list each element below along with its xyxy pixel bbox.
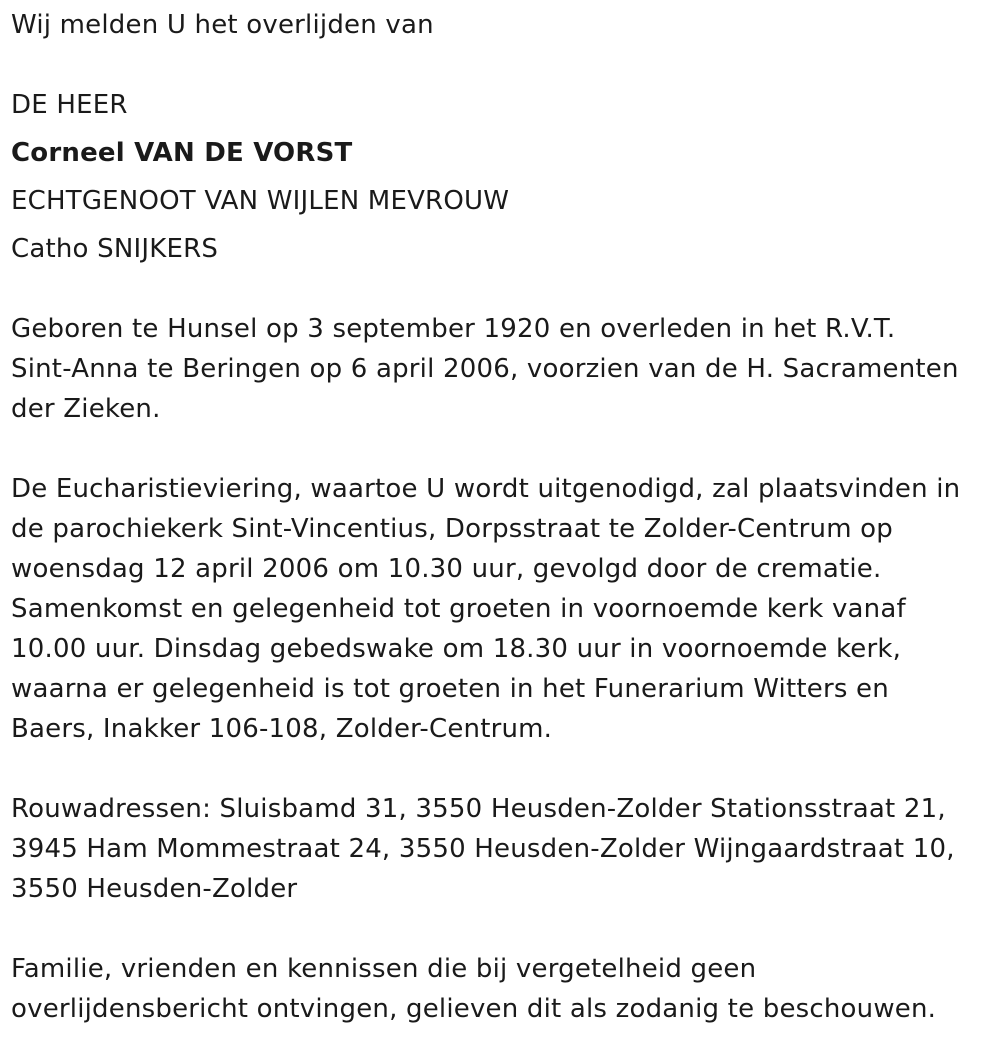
intro-text: Wij melden U het overlijden van (11, 10, 434, 40)
paragraph-line: 3945 Ham Mommestraat 24, 3550 Heusden-Zolder Wijngaardstraat 10, (11, 834, 955, 864)
paragraph-line: overlijdensbericht ontvingen, gelieven dit als zodanig te beschouwen. (11, 994, 937, 1024)
spouse-name: Catho SNIJKERS (11, 234, 219, 264)
paragraph-line: Baers, Inakker 106-108, Zolder-Centrum. (11, 714, 553, 744)
honorific-title: DE HEER (11, 90, 128, 120)
paragraph-line: 10.00 uur. Dinsdag gebedswake om 18.30 uur in voornoemde kerk, (11, 634, 902, 664)
paragraph-line: Rouwadressen: Sluisbamd 31, 3550 Heusden-Zolder Stationsstraat 21, (11, 794, 946, 824)
paragraph-line: De Eucharistieviering, waartoe U wordt uitgenodigd, zal plaatsvinden in (11, 474, 961, 504)
paragraph-line: der Zieken. (11, 394, 161, 424)
paragraph-line: Samenkomst en gelegenheid tot groeten in voornoemde kerk vanaf (11, 594, 906, 624)
spouse-label: ECHTGENOOT VAN WIJLEN MEVROUW (11, 186, 510, 216)
paragraph-line: Sint-Anna te Beringen op 6 april 2006, voorzien van de H. Sacramenten (11, 354, 959, 384)
paragraph-line: waarna er gelegenheid is tot groeten in het Funerarium Witters en (11, 674, 889, 704)
paragraph-line: 3550 Heusden-Zolder (11, 874, 298, 904)
paragraph-line: Familie, vrienden en kennissen die bij vergetelheid geen (11, 954, 757, 984)
deceased-name: Corneel VAN DE VORST (11, 138, 353, 168)
paragraph-line: de parochiekerk Sint-Vincentius, Dorpsstraat te Zolder-Centrum op (11, 514, 893, 544)
paragraph-line: Geboren te Hunsel op 3 september 1920 en overleden in het R.V.T. (11, 314, 896, 344)
paragraph-line: woensdag 12 april 2006 om 10.30 uur, gevolgd door de crematie. (11, 554, 882, 584)
